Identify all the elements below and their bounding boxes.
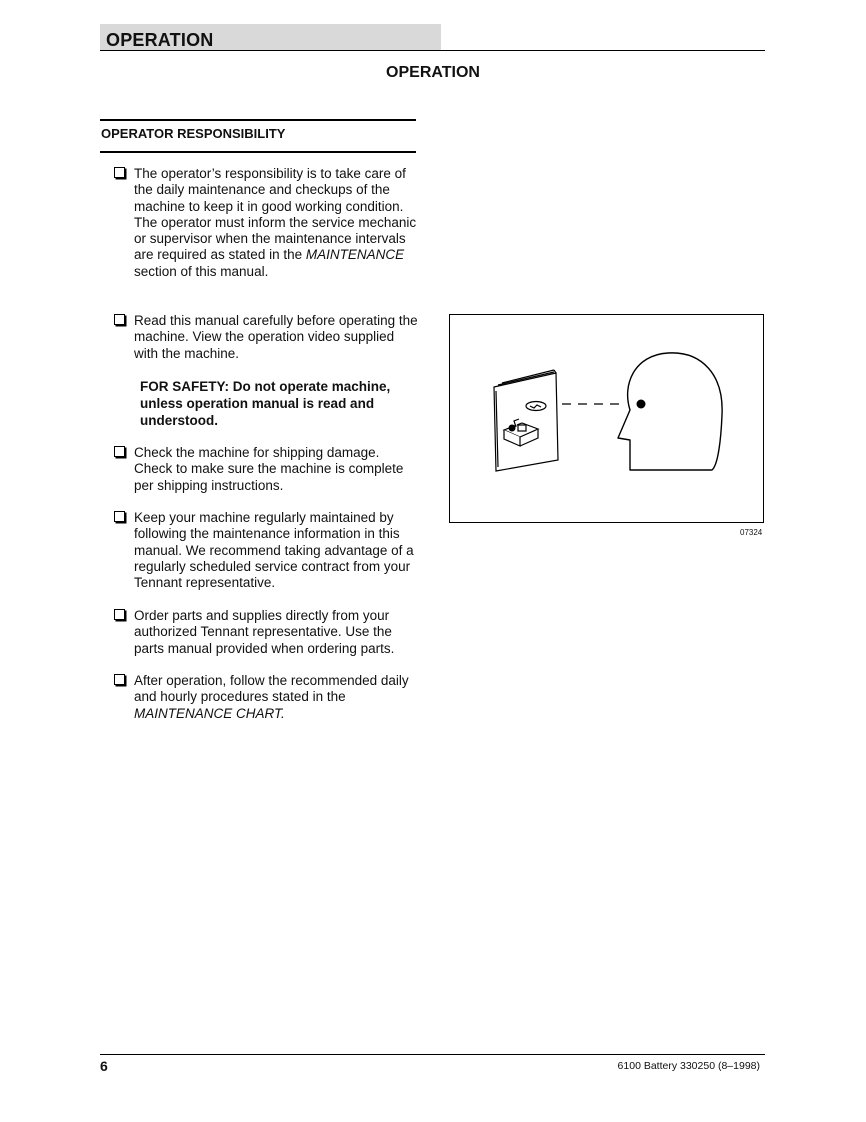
list-item: After operation, follow the recommended daily and hourly procedures stated in the MAINTENANCE CHART. xyxy=(134,673,419,722)
list-item: Read this manual carefully before operating the machine. View the operation video supplied with the machine. xyxy=(134,313,419,362)
section-rule-top xyxy=(100,119,416,121)
manual-reading-illustration xyxy=(449,314,764,523)
list-item: Keep your machine regularly maintained by following the maintenance information in this manual. We recommend taking advantage of a regularly scheduled service contract from your Tennant representative. xyxy=(134,510,419,591)
footer-rule xyxy=(100,1054,765,1055)
eye-icon xyxy=(637,400,646,409)
checkbox-icon xyxy=(114,314,125,325)
head-silhouette-icon xyxy=(618,353,722,470)
checkbox-icon xyxy=(114,167,125,178)
checkbox-icon xyxy=(114,446,125,457)
list-item: Check the machine for shipping damage. Check to make sure the machine is complete per shipping instructions. xyxy=(134,445,419,494)
document-id: 6100 Battery 330250 (8–1998) xyxy=(617,1060,760,1072)
checkbox-icon xyxy=(114,511,125,522)
list-item: Order parts and supplies directly from your authorized Tennant representative. Use the parts manual provided when ordering parts. xyxy=(134,608,419,657)
manual-book-icon xyxy=(494,370,558,471)
section-title: OPERATOR RESPONSIBILITY xyxy=(101,126,286,141)
section-rule-bottom xyxy=(100,151,416,153)
illustration-svg xyxy=(450,315,762,521)
list-item: The operator’s responsibility is to take care of the daily maintenance and checkups of the machine to keep it in good working condition. The operator must inform the service mechanic or supervisor when the maintenance intervals are required as stated in the MAINTENANCE section of this manual. xyxy=(134,166,419,280)
header-rule xyxy=(100,50,765,51)
checkbox-icon xyxy=(114,609,125,620)
page-number: 6 xyxy=(100,1058,108,1074)
figure-code: 07324 xyxy=(740,528,763,537)
header-tab-label: OPERATION xyxy=(106,30,214,50)
checkbox-icon xyxy=(114,674,125,685)
safety-note: FOR SAFETY: Do not operate machine, unless operation manual is read and understood. xyxy=(140,379,391,428)
page-title: OPERATION xyxy=(386,64,480,81)
